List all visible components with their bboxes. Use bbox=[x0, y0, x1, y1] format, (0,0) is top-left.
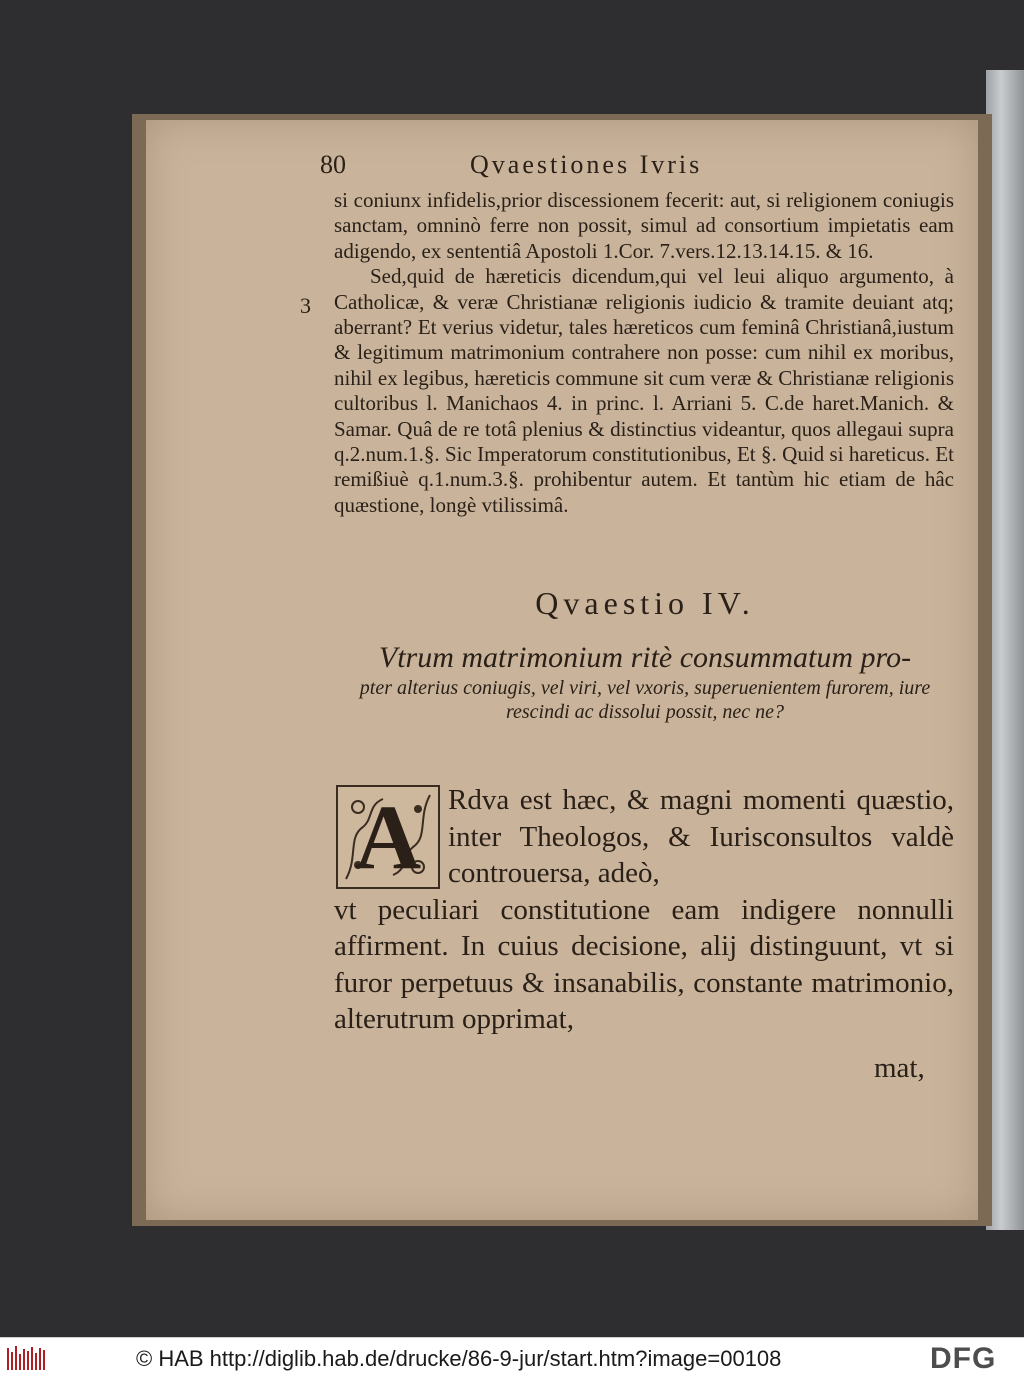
paragraph-1: si coniunx infidelis,prior discessionem fecerit: aut, si religionem coniugis sanctam, omninò ferre non possit, simul ad consortium impietatis eam adigendo, ex sententiâ Apostoli 1.Cor. 7.vers.12.13.14.15. & 16. bbox=[334, 188, 954, 263]
drop-cap-text: Rdva est hæc, & magni momenti quæstio, inter Theologos, & Iurisconsultos valdè controuersa, adeò, bbox=[448, 784, 954, 889]
running-head bbox=[320, 150, 800, 186]
dfg-logo: DFG bbox=[930, 1342, 997, 1375]
image-credit-link[interactable]: © HAB http://diglib.hab.de/drucke/86-9-jur/start.htm?image=00108 bbox=[136, 1346, 782, 1371]
running-title: Qvaestiones Ivris bbox=[470, 150, 703, 179]
question-heading-line1: Vtrum matrimonium ritè consummatum pro- bbox=[378, 641, 912, 674]
hab-logo-icon bbox=[6, 1344, 48, 1372]
margin-number: 3 bbox=[300, 293, 311, 318]
drop-cap-initial bbox=[336, 785, 440, 889]
question-heading bbox=[330, 640, 960, 724]
paragraph-2: Sed,quid de hæreticis dicendum,qui vel leui aliquo argumento, à Catholicæ, & veræ Christianæ religionis iudicio & tramite deuiant atq; aberrant? Et verius videtur, tales hæreticos cum feminâ Christianâ,iustum & legitimum matrimonium contrahere non posse: cum nihil ex moribus, nihil ex legibus, hæreticis commune sit cum veræ & Christianæ religionis cultoribus l. Manichaos 4. in princ. l. Arriani 5. C.de haret.Manich. & Samar. Quâ de re totâ plenius & distinctius videantur, quos allegaui supra q.2.num.1.§. Sic Imperatorum constitutionibus, Et §. Quid si hareticus. Et remißiuè q.1.num.3.§. prohibentur autem. Et tantùm hic etiam de hâc quæstione, longè vtilissimâ. bbox=[334, 264, 954, 517]
question-title: Qvaestio IV. bbox=[535, 585, 755, 621]
question-heading-rest: pter alterius coniugis, vel viri, vel vxoris, superuenientem furorem, iure rescindi ac dissolui possit, nec ne? bbox=[359, 677, 931, 723]
main-text-body: vt peculiari constitutione eam indigere nonnulli affirment. In cuius decisione, alij distinguunt, vt si furor perpetuus & insanabilis, constante matrimonio, alterutrum opprimat, bbox=[334, 893, 954, 1035]
folio-number: 80 bbox=[320, 150, 346, 179]
body-text bbox=[334, 188, 954, 518]
catchword: mat, bbox=[874, 1052, 925, 1084]
footer-bar bbox=[0, 1337, 1024, 1377]
drop-cap-letter: A bbox=[354, 786, 422, 888]
